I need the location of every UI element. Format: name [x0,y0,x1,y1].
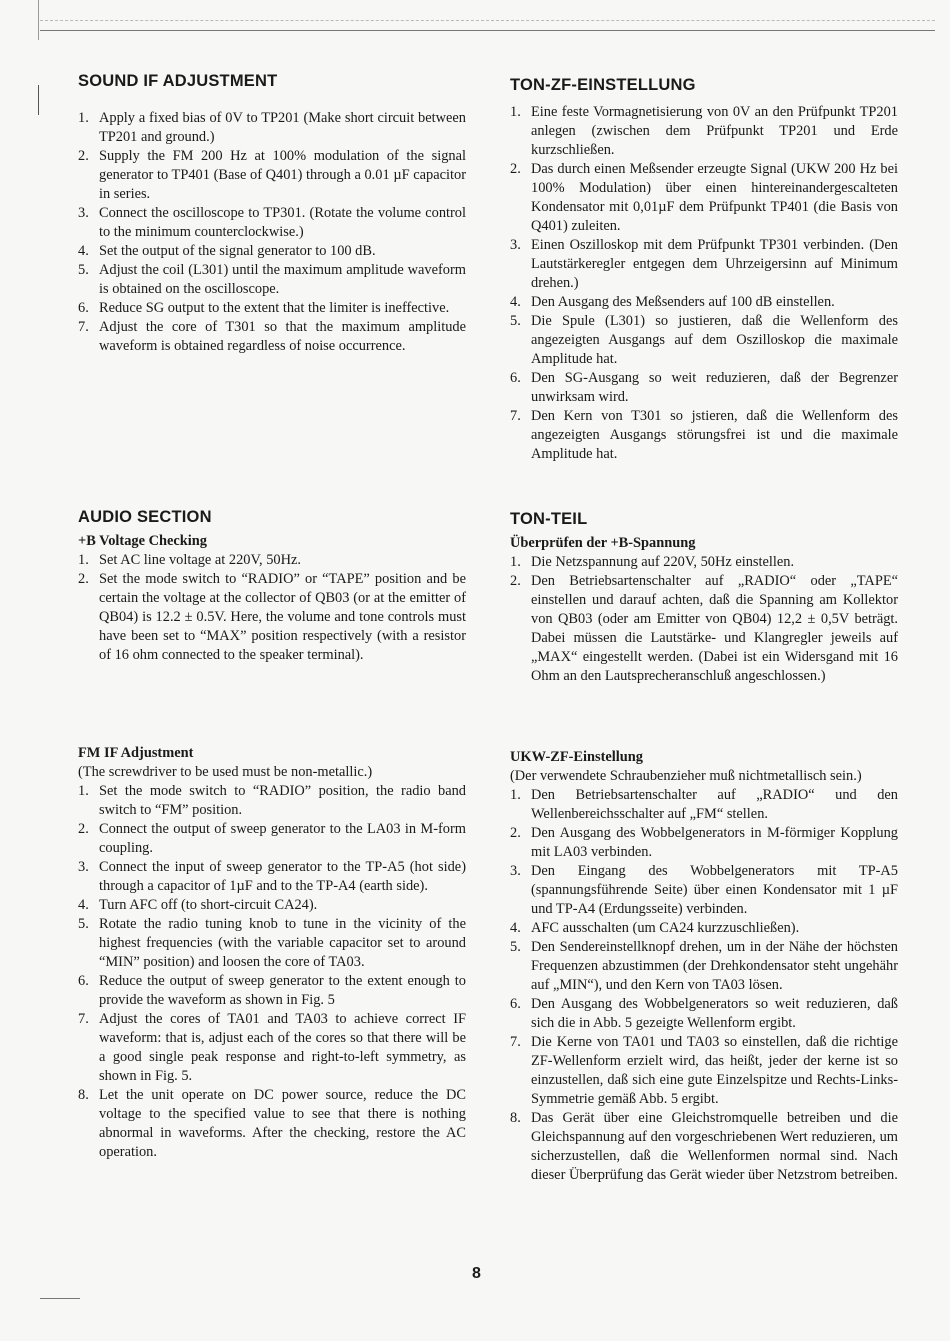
section-title: TON-ZF-EINSTELLUNG [510,76,696,94]
item-text: Let the unit operate on DC power source, reduce the DC voltage to the specified value to see that there is nothing abnormal in waveforms. After the checking, restore the AC operation. [99,1087,466,1160]
item-number: 7. [510,408,521,424]
item-text: Den Eingang des Wobbelgenerators mit TP-A5 (spannungsführende Seite) über einen Kondensator mit 1 µF und TP-A4 (Erdungsseite) verbinden. [531,863,898,917]
list-item [78,1010,466,1086]
item-number: 4. [510,920,521,936]
step-list [510,103,898,464]
item-number: 2. [78,571,89,587]
section-subtitle: +B Voltage Checking [78,533,207,549]
item-text: Das durch einen Meßsender erzeugte Signal (UKW 200 Hz bei 100% Modulation) über einen hintereinandergescalteten Kondensator mit 0,01µF dem Prüfpunkt TP401 (die Basis von Q401) zuleiten. [531,161,898,234]
item-number: 8. [78,1087,89,1103]
item-number: 3. [510,237,521,253]
item-text: Set the output of the signal generator to 100 dB. [99,243,376,259]
footer-rule [40,1298,80,1299]
item-number: 5. [78,916,89,932]
list-item [78,570,466,665]
audio-section-en [78,508,466,665]
list-item [510,938,898,995]
list-item [510,1033,898,1109]
audio-section-de [510,510,898,686]
item-text: Adjust the cores of TA01 and TA03 to achieve correct IF waveform: that is, adjust each of the cores so that there will be a good single peak response and right-to-left symmetry, as shown in Fig. 5. [99,1011,466,1084]
item-text: AFC ausschalten (um CA24 kurzzuschließen). [531,920,800,936]
section-subtitle: Überprüfen der +B-Spannung [510,535,696,551]
item-text: Turn AFC off (to short-circuit CA24). [99,897,318,913]
list-item [78,858,466,896]
step-list [510,786,898,1185]
item-number: 6. [510,996,521,1012]
item-number: 3. [78,859,89,875]
top-rule [40,30,935,31]
sound-if-section-en [78,72,466,356]
list-item [78,261,466,299]
item-text: Supply the FM 200 Hz at 100% modulation of the signal generator to TP401 (Base of Q401) through a 0.01 µF capacitor in series. [99,148,466,202]
item-text: Connect the output of sweep generator to the LA03 in M-form coupling. [99,821,466,856]
item-text: Den Betriebsartenschalter auf „RADIO“ und den Wellenbereichsschalter auf „FM“ stellen. [531,787,898,822]
item-text: Den Sendereinstellknopf drehen, um in der Nähe der höchsten Frequenzen abzustimmen (der Drehkondensator steht ungehähr auf „MIN“), und den Kern von TA03 lösen. [531,939,898,993]
list-item [78,782,466,820]
section-note: (The screwdriver to be used must be non-metallic.) [78,764,373,780]
left-edge-mark [38,0,39,40]
item-number: 2. [78,148,89,164]
item-text: Das Gerät über eine Gleichstromquelle betreiben und die Gleichspannung auf den vorgeschriebenen Wert reduzieren, um sicherzustellen, daß die Wellenformen normal sind. Nach dieser Überprüfung das Gerät wieder über Netzstrom betreiben. [531,1110,898,1183]
list-item [510,103,898,160]
item-number: 2. [510,825,521,841]
item-number: 6. [78,300,89,316]
item-number: 1. [78,110,89,126]
item-number: 6. [510,370,521,386]
item-text: Connect the oscilloscope to TP301. (Rotate the volume control to the minimum counterclockwise.) [99,205,466,240]
section-title: SOUND IF ADJUSTMENT [78,72,278,90]
list-item [510,312,898,369]
item-number: 7. [78,1011,89,1027]
list-item [510,369,898,407]
page-number: 8 [472,1265,481,1282]
item-number: 1. [510,554,521,570]
list-item [78,820,466,858]
item-text: Eine feste Vormagnetisierung von 0V an den Prüfpunkt TP201 anlegen (zwischen dem Prüfpunkt TP201 und Erde kurzschließen. [531,104,898,158]
step-list [78,551,466,665]
item-text: Den Ausgang des Wobbelgenerators in M-förmiger Kopplung mit LA03 verbinden. [531,825,898,860]
list-item [78,242,466,261]
item-number: 2. [510,161,521,177]
list-item [510,407,898,464]
list-item [510,824,898,862]
item-text: Den Ausgang des Meßsenders auf 100 dB einstellen. [531,294,835,310]
list-item [510,553,898,572]
item-text: Die Netzspannung auf 220V, 50Hz einstellen. [531,554,795,570]
list-item [510,160,898,236]
item-number: 4. [510,294,521,310]
fm-if-section-en [78,744,466,1162]
item-number: 6. [78,973,89,989]
list-item [78,972,466,1010]
section-title: AUDIO SECTION [78,508,212,526]
item-text: Set AC line voltage at 220V, 50Hz. [99,552,301,568]
item-text: Rotate the radio tuning knob to tune in the vicinity of the highest frequencies (with the variable capacitor set to around “MIN” position) and loosen the core of TA03. [99,916,466,970]
item-number: 3. [78,205,89,221]
item-text: Adjust the core of T301 so that the maximum amplitude waveform is obtained regardless of noise occurrence. [99,319,466,354]
item-number: 4. [78,243,89,259]
item-number: 5. [510,313,521,329]
top-dashed-rule [40,20,935,21]
list-item [78,551,466,570]
item-number: 1. [510,787,521,803]
item-number: 3. [510,863,521,879]
list-item [78,299,466,318]
sound-if-section-de [510,76,898,464]
item-text: Die Kerne von TA01 und TA03 so einstellen, daß die richtige ZF-Wellenform erzielt wird, das heißt, jeder der kerne ist so einzustellen, daß sich eine gute Einzelspitze und Rechts-Links-Symmetrie gemäß Abb. 5 ergibt. [531,1034,898,1107]
fm-if-section-de [510,748,898,1185]
list-item [78,147,466,204]
item-text: Set the mode switch to “RADIO” position, the radio band switch to “FM” position. [99,783,466,818]
list-item [78,896,466,915]
item-number: 4. [78,897,89,913]
item-text: Apply a fixed bias of 0V to TP201 (Make short circuit between TP201 and ground.) [99,110,466,145]
list-item [78,1086,466,1162]
step-list [78,782,466,1162]
item-number: 2. [78,821,89,837]
list-item [78,915,466,972]
list-item [510,236,898,293]
item-number: 5. [510,939,521,955]
section-title: TON-TEIL [510,510,588,528]
list-item [510,786,898,824]
item-text: Den Kern von T301 so jstieren, daß die Wellenform des angezeigten Ausgangs störungsfrei ist und die maximale Amplitude hat. [531,408,898,462]
item-number: 1. [78,552,89,568]
item-text: Connect the input of sweep generator to the TP-A5 (hot side) through a capacitor of 1µF and to the TP-A4 (earth side). [99,859,466,894]
list-item [510,572,898,686]
list-item [510,293,898,312]
list-item [510,862,898,919]
list-item [78,109,466,147]
item-text: Set the mode switch to “RADIO” or “TAPE” position and be certain the voltage at the collector of QB03 (or at the emitter of QB04) is 12.2 ± 0.5V. Here, the volume and tone controls must have been set to “MAX” position respectively (with a resistor of 16 ohm connected to the speaker terminal). [99,571,466,663]
list-item [510,1109,898,1185]
item-text: Den Betriebsartenschalter auf „RADIO“ oder „TAPE“ einstellen und darauf achten, daß die Spanning am Kollektor von QB03 (oder am Emitter von QB04) 12,2 ± 0,5V beträgt. Dabei müssen die Lautstärke- und Klangregler jeweils auf „MAX“ eingestellt werden. (Dabei ist ein Widersgand mit 16 Ohm an den Lautsprecheranschluß angeschlossen.) [531,573,898,684]
item-text: Adjust the coil (L301) until the maximum amplitude waveform is obtained on the oscilloscope. [99,262,466,297]
step-list [78,109,466,356]
list-item [78,204,466,242]
list-item [78,318,466,356]
item-text: Den Ausgang des Wobbelgenerators so weit reduzieren, daß sich die in Abb. 5 gezeigte Wellenform ergibt. [531,996,898,1031]
item-text: Einen Oszilloskop mit dem Prüfpunkt TP301 verbinden. (Den Lautstärkeregler entgegen dem Uhrzeigersinn auf Minimum drehen.) [531,237,898,291]
item-text: Reduce the output of sweep generator to the extent enough to provide the waveform as shown in Fig. 5 [99,973,466,1008]
step-list [510,553,898,686]
item-number: 8. [510,1110,521,1126]
margin-mark [38,85,39,115]
list-item [510,919,898,938]
item-number: 2. [510,573,521,589]
list-item [510,995,898,1033]
item-number: 1. [78,783,89,799]
item-number: 1. [510,104,521,120]
item-text: Den SG-Ausgang so weit reduzieren, daß der Begrenzer unwirksam wird. [531,370,898,405]
section-title: UKW-ZF-Einstellung [510,749,643,765]
section-title: FM IF Adjustment [78,745,194,761]
item-text: Reduce SG output to the extent that the limiter is ineffective. [99,300,450,316]
item-text: Die Spule (L301) so justieren, daß die Wellenform des angezeigten Ausgangs auf dem Oszilloskop die maximale Amplitude hat. [531,313,898,367]
item-number: 5. [78,262,89,278]
section-note: (Der verwendete Schraubenzieher muß nichtmetallisch sein.) [510,768,862,784]
item-number: 7. [510,1034,521,1050]
item-number: 7. [78,319,89,335]
